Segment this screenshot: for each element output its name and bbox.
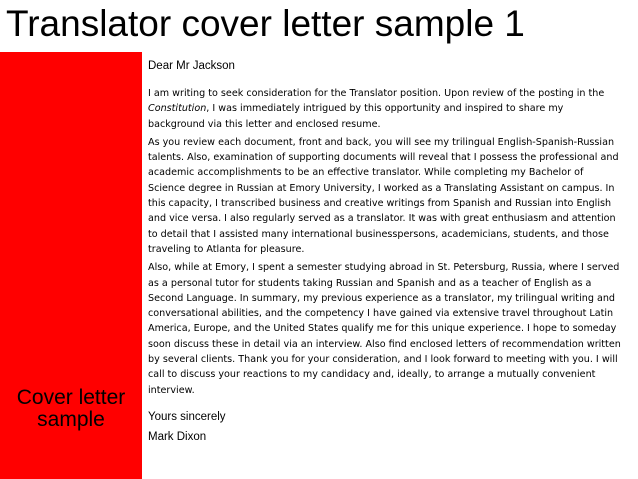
- side-panel: [0, 52, 142, 479]
- side-label-line-1: Cover letter: [16, 386, 126, 409]
- salutation: Dear Mr Jackson: [148, 60, 235, 72]
- paragraph-3: Also, while at Emory, I spent a semester studying abroad in St. Petersburg, Russia, where I served as a personal tutor for students taking Russian and Spanish and as a teacher of English as a Second Language. In summary, my previous experience as a translator, my trilingual writing and conversational abilities, and the competency I have gained via extensive travel throughout Latin America, Europe, and the United States qualify me for this unique experience. I hope to someday soon discuss these in detail via an interview. Also find enclosed letters of recommendation written by several clients. Thank you for your consideration, and I look forward to meeting with you. I will call to discuss your reactions to my candidacy and, ideally, to arrange a mutually convenient interview.: [148, 262, 621, 396]
- paragraph-2: As you review each document, front and back, you will see my trilingual English-Spanish-Russian talents. Also, examination of supporting documents will reveal that I possess the professional and academic accomplishments to be an effective translator. While completing my Bachelor of Science degree in Russian at Emory University, I worked as a Translating Assistant on campus. In this capacity, I transcribed business and creative writings from Spanish and Russian into English and vice versa. I also regularly served as a translator. It was with great enthusiasm and attention to detail that I assisted many international businesspersons, academicians, students, and those traveling to Atlanta for pleasure.: [148, 136, 619, 255]
- side-panel-label: [0, 387, 142, 431]
- letter-body: [148, 58, 622, 449]
- paragraph-1: [148, 86, 622, 132]
- publication-name: Constitution: [148, 103, 207, 115]
- slide-title: Translator cover letter sample 1: [6, 3, 525, 44]
- side-label-line-2: sample: [37, 408, 105, 431]
- closing: Yours sincerely: [148, 410, 226, 423]
- paragraph-1-start: I am writing to seek consideration for the Translator position. Upon review of the posting in the: [148, 88, 605, 99]
- signature: Mark Dixon: [148, 430, 207, 443]
- paragraph-1-end: , I was immediately intrigued by this opportunity and inspired to share my background via this letter and enclosed resume.: [148, 103, 564, 130]
